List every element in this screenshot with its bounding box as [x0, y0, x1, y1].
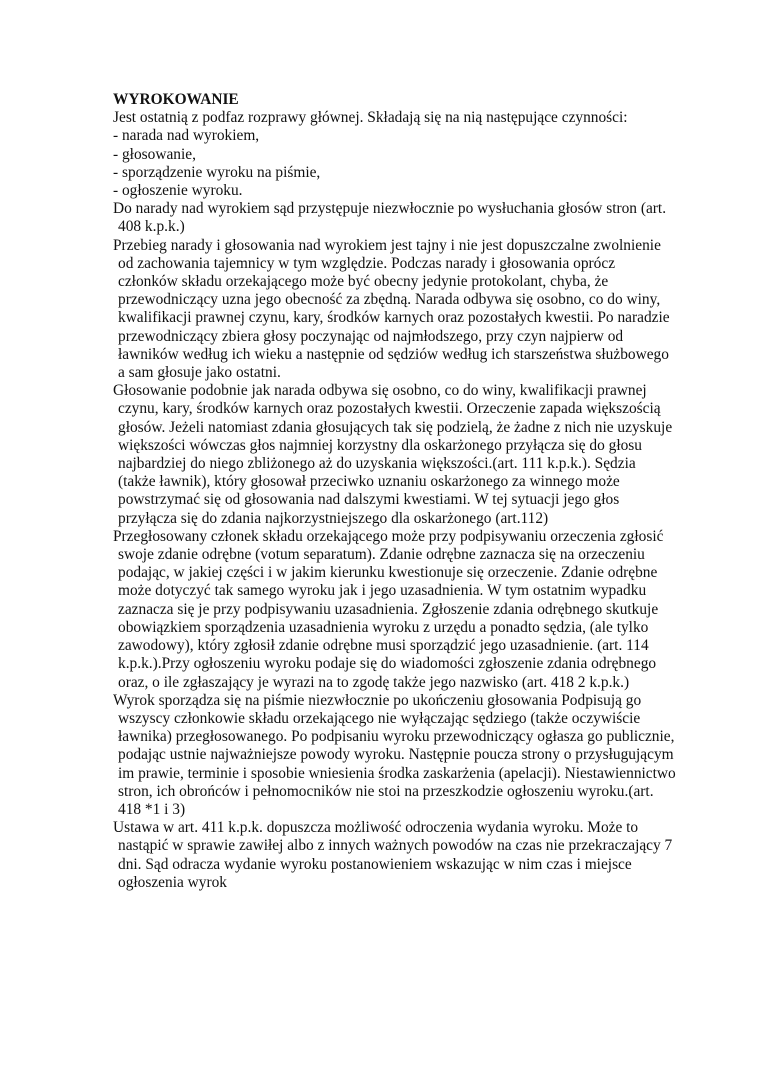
- list-item: - ogłoszenie wyroku.: [113, 182, 243, 200]
- text-line: k.p.k.).Przy ogłoszeniu wyroku podaje się do wiadomości zgłoszenie zdania odrębnego: [118, 655, 657, 673]
- text-line: stron, ich obrońców i pełnomocników nie stoi na przeszkodzie ogłoszeniu wyroku.(art.: [118, 782, 654, 800]
- text-line: 418 *1 i 3): [118, 800, 186, 818]
- text-line: ławników według ich wieku a następnie od sędziów według ich starszeństwa służbowego: [118, 345, 669, 363]
- text-line: Przegłosowany członek składu orzekającego może przy podpisywaniu orzeczenia zgłosić: [113, 527, 664, 545]
- text-line: czynu, kary, środków karnych oraz pozostałych kwestii. Orzeczenie zapada większością: [118, 400, 661, 418]
- text-line: ogłoszenia wyrok: [118, 873, 227, 891]
- text-line: podając, w jakiej części i w jakim kierunku kwestionuje się orzeczenie. Zdanie odrębne: [118, 564, 658, 582]
- text-line: a sam głosuje jako ostatni.: [118, 364, 281, 382]
- text-line: podając ustnie najważniejsze powody wyroku. Następnie poucza strony o przysługującym: [118, 746, 674, 764]
- text-line: Głosowanie podobnie jak narada odbywa się osobno, co do winy, kwalifikacji prawnej: [113, 382, 647, 400]
- text-line: przyłącza się do zdania najkorzystniejszego dla oskarżonego (art.112): [118, 509, 549, 527]
- text-line: nastąpić w sprawie zawiłej albo z innych ważnych powodów na czas nie przekraczający 7: [118, 837, 673, 855]
- text-line: Ustawa w art. 411 k.p.k. dopuszcza możliwość odroczenia wydania wyroku. Może to: [113, 819, 639, 837]
- text-line: głosów. Jeżeli natomiast zdania głosujących tak się podzielą, że żadne z nich nie uzyskuje: [118, 418, 673, 436]
- document-title: WYROKOWANIE: [113, 91, 239, 108]
- text-line: ławnika) przegłosowanego. Po podpisaniu wyroku przewodniczący ogłasza go publicznie,: [118, 728, 675, 746]
- text-line: Jest ostatnią z podfaz rozprawy głównej. Składają się na nią następujące czynności:: [113, 109, 628, 127]
- text-line: oraz, o ile zgłaszający je wyrazi na to zgodę także jego nazwisko (art. 418 2 k.p.k.): [118, 673, 630, 691]
- text-line: zawodowy), który zgłosił zdanie odrębne musi sporządzić jego uzasadnienie. (art. 114: [118, 637, 649, 655]
- text-line: Przebieg narady i głosowania nad wyrokiem jest tajny i nie jest dopuszczalne zwolnienie: [113, 236, 661, 254]
- list-item: - sporządzenie wyroku na piśmie,: [113, 163, 321, 181]
- text-line: przewodniczący uzna jego obecność za zbędną. Narada odbywa się osobno, co do winy,: [118, 291, 661, 309]
- text-line: im prawie, terminie i sposobie wniesienia środka zaskarżenia (apelacji). Niestawiennictwo: [118, 764, 676, 782]
- text-line: kwalifikacji prawnej czynu, kary, środków karnych oraz pozostałych kwestii. Po naradzie: [118, 309, 670, 327]
- text-line: większości wówczas głos najmniej korzystny dla oskarżonego przyłącza się do głosu: [118, 436, 642, 454]
- text-line: (także ławnik), który głosował przeciwko uznaniu oskarżonego za winnego może: [118, 473, 620, 491]
- text-line: zaznacza się je przy podpisywaniu uzasadnienia. Zgłoszenie zdania odrębnego skutkuje: [118, 600, 659, 618]
- text-line: od zachowania tajemnicy w tym względzie. Podczas narady i głosowania oprócz: [118, 254, 616, 272]
- text-line: wszyscy członkowie składu orzekającego nie wyłączając sędziego (także oczywiście: [118, 709, 641, 727]
- text-line: Wyrok sporządza się na piśmie niezwłocznie po ukończeniu głosowania Podpisują go: [113, 691, 642, 709]
- text-line: Do narady nad wyrokiem sąd przystępuje niezwłocznie po wysłuchania głosów stron (art.: [113, 200, 667, 218]
- text-line: może dotyczyć tak samego wyroku jak i jego uzasadnienia. W tym ostatnim wypadku: [118, 582, 647, 600]
- text-line: członków składu orzekającego może być obecny jedynie protokolant, chyba, że: [118, 273, 609, 291]
- text-line: najbardziej do niego zbliżonego aż do uzyskania większości.(art. 111 k.p.k.). Sędzia: [118, 455, 636, 473]
- text-line: przewodniczący zbiera głosy poczynając od najmłodszego, przy czyn najpierw od: [118, 327, 624, 345]
- text-line: obowiązkiem sporządzenia uzasadnienia wyroku z urzędu a ponadto sędzia, (ale tylko: [118, 618, 649, 636]
- text-line: swoje zdanie odrębne (votum separatum). Zdanie odrębne zaznacza się na orzeczeniu: [118, 546, 645, 564]
- list-item: - głosowanie,: [113, 145, 196, 163]
- text-line: dni. Sąd odracza wydanie wyroku postanowieniem wskazując w nim czas i miejsce: [118, 855, 632, 873]
- text-line: 408 k.p.k.): [118, 218, 185, 236]
- list-item: - narada nad wyrokiem,: [113, 127, 260, 145]
- text-line: powstrzymać się od głosowania nad dalszymi kwestiami. W tej sytuacji jego głos: [118, 491, 620, 509]
- document-body: [113, 91, 683, 892]
